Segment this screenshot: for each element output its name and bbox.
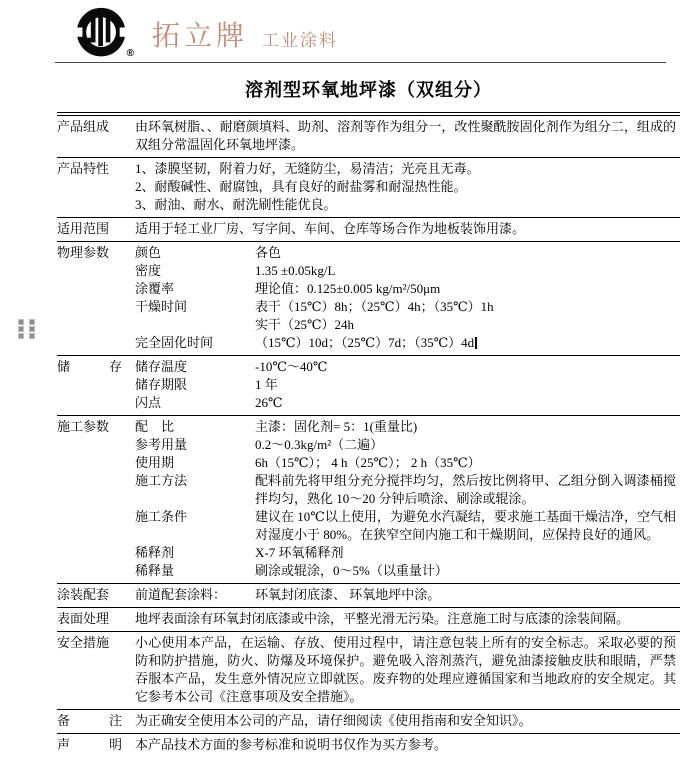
param-row	[135, 298, 680, 334]
param-key: 颜色	[135, 245, 162, 260]
registered-trademark-symbol: ®	[126, 48, 134, 59]
drag-handle-icon[interactable]	[19, 320, 34, 338]
table-row-statement	[57, 734, 680, 757]
row-value: 适用于轻工业厂房、写字间、车间、仓库等场合作为地板装饰用漆。	[135, 221, 526, 236]
row-label: 适用范围	[57, 221, 110, 236]
param-row	[135, 262, 680, 280]
row-value: 地坪表面涂有环氧封闭底漆或中涂，平整光滑无污染。注意施工时与底漆的涂装间隔。	[135, 611, 630, 626]
row-label: 安全措施	[57, 635, 110, 650]
param-key: 使用期	[135, 455, 175, 470]
param-value: 实干（25℃）24h	[255, 317, 355, 332]
param-value: 建议在 10℃以上使用，为避免水汽凝结，要求施工基面干燥洁净，空气相对湿度小于 80%。在狭窄空间内施工和干燥期间，应保持良好的通风。	[255, 509, 676, 542]
param-key: 稀释剂	[135, 545, 175, 560]
table-row-storage	[57, 356, 680, 416]
param-value: 表干（15℃）8h；（25℃）4h；（35℃）1h	[255, 299, 494, 314]
param-value: 6h（15℃）； 4 h（25℃）； 2 h（35℃）	[255, 455, 481, 470]
feature-line: 3、耐油、耐水、耐洗刷性能优良。	[135, 197, 337, 212]
param-row	[135, 280, 680, 298]
param-row	[135, 586, 680, 604]
param-row	[135, 334, 680, 352]
row-label: 施工参数	[57, 419, 110, 434]
param-row	[135, 436, 680, 454]
page-title: 溶剂型环氧地坪漆（双组分）	[245, 80, 492, 100]
param-row	[135, 358, 680, 376]
param-key: 密度	[135, 263, 162, 278]
feature-line: 1、漆膜坚韧，附着力好，无缝防尘，易清洁；光亮且无毒。	[135, 161, 480, 176]
param-row	[135, 394, 680, 412]
table-row-application	[57, 416, 680, 584]
param-key: 施工方法	[135, 473, 188, 488]
param-value: 1 年	[255, 377, 278, 392]
row-label: 表面处理	[57, 611, 110, 626]
row-value: 本产品技术方面的参考标准和说明书仅作为买方参考。	[135, 737, 448, 752]
param-value: 环氧封闭底漆、 环氧地坪中涂。	[255, 587, 441, 602]
param-row	[135, 418, 680, 436]
param-value: 1.35 ±0.05kg/L	[255, 263, 336, 278]
row-value: 由环氧树脂、、耐磨颜填料、助剂、溶剂等作为组分一，改性聚酰胺固化剂作为组分二，组成的双组分常温固化环氧地坪漆。	[135, 119, 676, 152]
param-row	[135, 472, 680, 508]
param-value: -10℃～40℃	[255, 359, 328, 374]
param-row	[135, 454, 680, 472]
table-row-safety	[57, 632, 680, 710]
row-label: 声 明	[57, 737, 123, 752]
table-row-features	[57, 158, 680, 218]
header-divider	[55, 62, 666, 63]
param-value: 配料前先将甲组分充分搅拌均匀，然后按比例将甲、乙组分倒入调漆桶搅拌均匀，熟化 10～20 分钟后喷涂、刷涂或辊涂。	[255, 473, 676, 506]
param-row	[135, 244, 680, 262]
param-key: 闪点	[135, 395, 162, 410]
param-key: 稀释量	[135, 563, 175, 578]
brand-name: 拓立牌	[152, 21, 249, 52]
row-label: 涂装配套	[57, 587, 110, 602]
param-value: 理论值：0.125±0.005 kg/m²/50μm	[255, 281, 441, 296]
param-row	[135, 562, 680, 580]
row-label: 物理参数	[57, 245, 110, 260]
param-value: 主漆：固化剂= 5：1(重量比)	[255, 419, 418, 434]
param-value: 各色	[255, 245, 282, 260]
param-row	[135, 376, 680, 394]
brand-tagline: 工业涂料	[262, 30, 339, 50]
param-value: 0.2～0.3kg/m²（二遍）	[255, 437, 384, 452]
param-key: 参考用量	[135, 437, 188, 452]
param-row	[135, 508, 680, 544]
row-label: 储 存	[57, 359, 123, 374]
table-row-scope	[57, 218, 680, 242]
circular-monogram-icon	[74, 7, 130, 61]
row-label: 备 注	[57, 713, 123, 728]
param-key: 涂覆率	[135, 281, 175, 296]
param-row	[135, 544, 680, 562]
row-label: 产品组成	[57, 119, 110, 134]
header	[74, 7, 338, 61]
row-value: 为正确安全使用本公司的产品，请仔细阅读《使用指南和安全知识》。	[135, 713, 532, 728]
param-value: 刷涂或辊涂，0～5%（以重量计）	[255, 563, 448, 578]
table-row-remark	[57, 710, 680, 734]
param-key: 储存温度	[135, 359, 188, 374]
text-cursor	[475, 337, 477, 349]
param-key: 前道配套涂料：	[135, 587, 227, 602]
brand-logo-icon	[74, 7, 134, 61]
feature-line: 2、耐酸碱性、耐腐蚀，具有良好的耐盐雾和耐湿热性能。	[135, 179, 467, 194]
table-row-composition	[57, 116, 680, 158]
param-value: （15℃）10d；（25℃）7d；（35℃）4d	[255, 334, 680, 352]
table-row-surface-prep	[57, 608, 680, 632]
param-key: 干燥时间	[135, 299, 188, 314]
param-key: 完全固化时间	[135, 335, 214, 350]
row-label: 产品特性	[57, 161, 110, 176]
table-row-coating-system	[57, 584, 680, 608]
table-row-physical	[57, 242, 680, 356]
param-value: X-7 环氧稀释剂	[255, 545, 344, 560]
param-value: 26℃	[255, 395, 283, 410]
param-key: 配 比	[135, 419, 175, 434]
param-key: 施工条件	[135, 509, 188, 524]
param-key: 储存期限	[135, 377, 188, 392]
row-value: 小心使用本产品，在运输、存放、使用过程中，请注意包装上所有的安全标志。采取必要的预防和防护措施，防火、防爆及环境保护。避免吸入溶剂蒸汽，避免油漆接触皮肤和眼睛，严禁吞服本产品，发生意外情况应立即就医。废弃物的处理应遵循国家和当地政府的安全规定。其它参考本公司《注意事项及安全措施》。	[135, 635, 676, 704]
spec-table	[57, 112, 680, 757]
